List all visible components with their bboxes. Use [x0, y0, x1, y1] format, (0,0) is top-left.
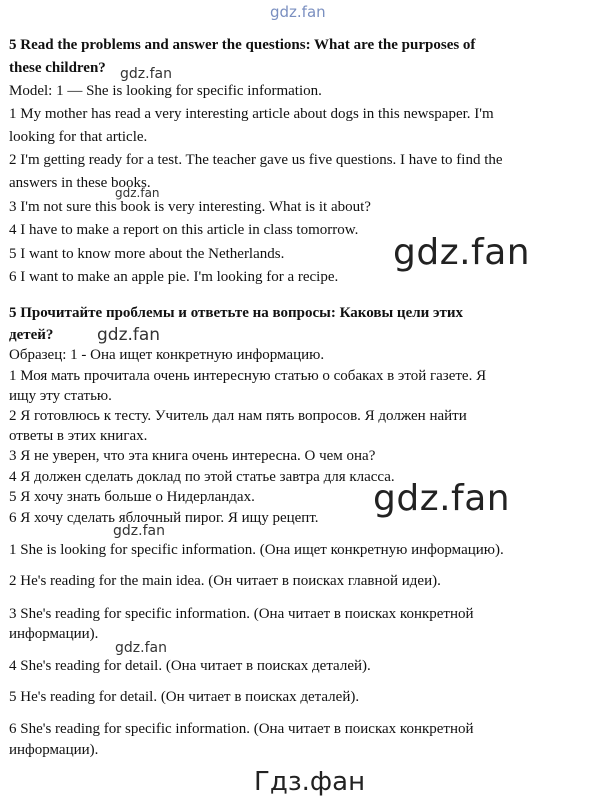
english-item: 4 I have to make a report on this article in class tomorrow. — [9, 222, 359, 238]
english-item: 5 I want to know more about the Netherlands. — [9, 246, 285, 262]
russian-item: 5 Я хочу знать больше о Нидерландах. — [9, 489, 255, 505]
russian-title: 5 Прочитайте проблемы и ответьте на вопросы: Каковы цели этих — [9, 305, 464, 321]
russian-item: 1 Моя мать прочитала очень интересную статью о собаках в этой газете. Я — [9, 368, 487, 384]
english-title: 5 Read the problems and answer the questions: What are the purposes of — [9, 37, 476, 53]
answer-line: информации). — [9, 742, 99, 758]
russian-item: 2 Я готовлюсь к тесту. Учитель дал нам пять вопросов. Я должен найти — [9, 408, 467, 424]
watermark-inline: gdz.fan — [97, 325, 161, 345]
answer-line: информации). — [9, 626, 99, 642]
russian-model: Образец: 1 - Она ищет конкретную информацию. — [9, 347, 325, 363]
watermark-inline: gdz.fan — [115, 640, 167, 656]
answer-line: 3 She's reading for specific information. (Она читает в поисках конкретной — [9, 606, 474, 622]
watermark-inline: gdz.fan — [120, 66, 172, 82]
russian-item: 6 Я хочу сделать яблочный пирог. Я ищу рецепт. — [9, 510, 319, 526]
english-model: Model: 1 — She is looking for specific information. — [9, 83, 322, 99]
watermark-top: gdz.fan — [270, 3, 326, 21]
english-item: 3 I'm not sure this book is very interesting. What is it about? — [9, 199, 371, 215]
russian-item: ответы в этих книгах. — [9, 428, 148, 444]
english-item: 6 I want to make an apple pie. I'm looking for a recipe. — [9, 269, 339, 285]
russian-item: ищу эту статью. — [9, 388, 112, 404]
answer-line: 5 He's reading for detail. (Он читает в поисках деталей). — [9, 689, 360, 705]
watermark-inline: gdz.fan — [115, 186, 160, 200]
english-item: answers in these books. — [9, 175, 151, 191]
watermark-inline: gdz.fan — [113, 523, 165, 539]
watermark-big: gdz.fan — [373, 478, 511, 519]
watermark-bottom: Гдз.фан — [254, 767, 366, 797]
russian-title-cont: детей? — [9, 327, 54, 343]
answer-line: 4 She's reading for detail. (Она читает в поисках деталей). — [9, 658, 371, 674]
russian-item: 3 Я не уверен, что эта книга очень интересна. О чем она? — [9, 448, 376, 464]
answer-line: 2 He's reading for the main idea. (Он читает в поисках главной идеи). — [9, 573, 441, 589]
english-item: 1 My mother has read a very interesting article about dogs in this newspaper. I'm — [9, 106, 494, 122]
english-title-cont: these children? — [9, 60, 106, 76]
russian-item: 4 Я должен сделать доклад по этой статье завтра для класса. — [9, 469, 395, 485]
english-item: 2 I'm getting ready for a test. The teacher gave us five questions. I have to find the — [9, 152, 503, 168]
answer-line: 6 She's reading for specific information. (Она читает в поисках конкретной — [9, 721, 474, 737]
english-item: looking for that article. — [9, 129, 148, 145]
watermark-big: gdz.fan — [393, 232, 531, 273]
answer-line: 1 She is looking for specific information. (Она ищет конкретную информацию). — [9, 542, 504, 558]
